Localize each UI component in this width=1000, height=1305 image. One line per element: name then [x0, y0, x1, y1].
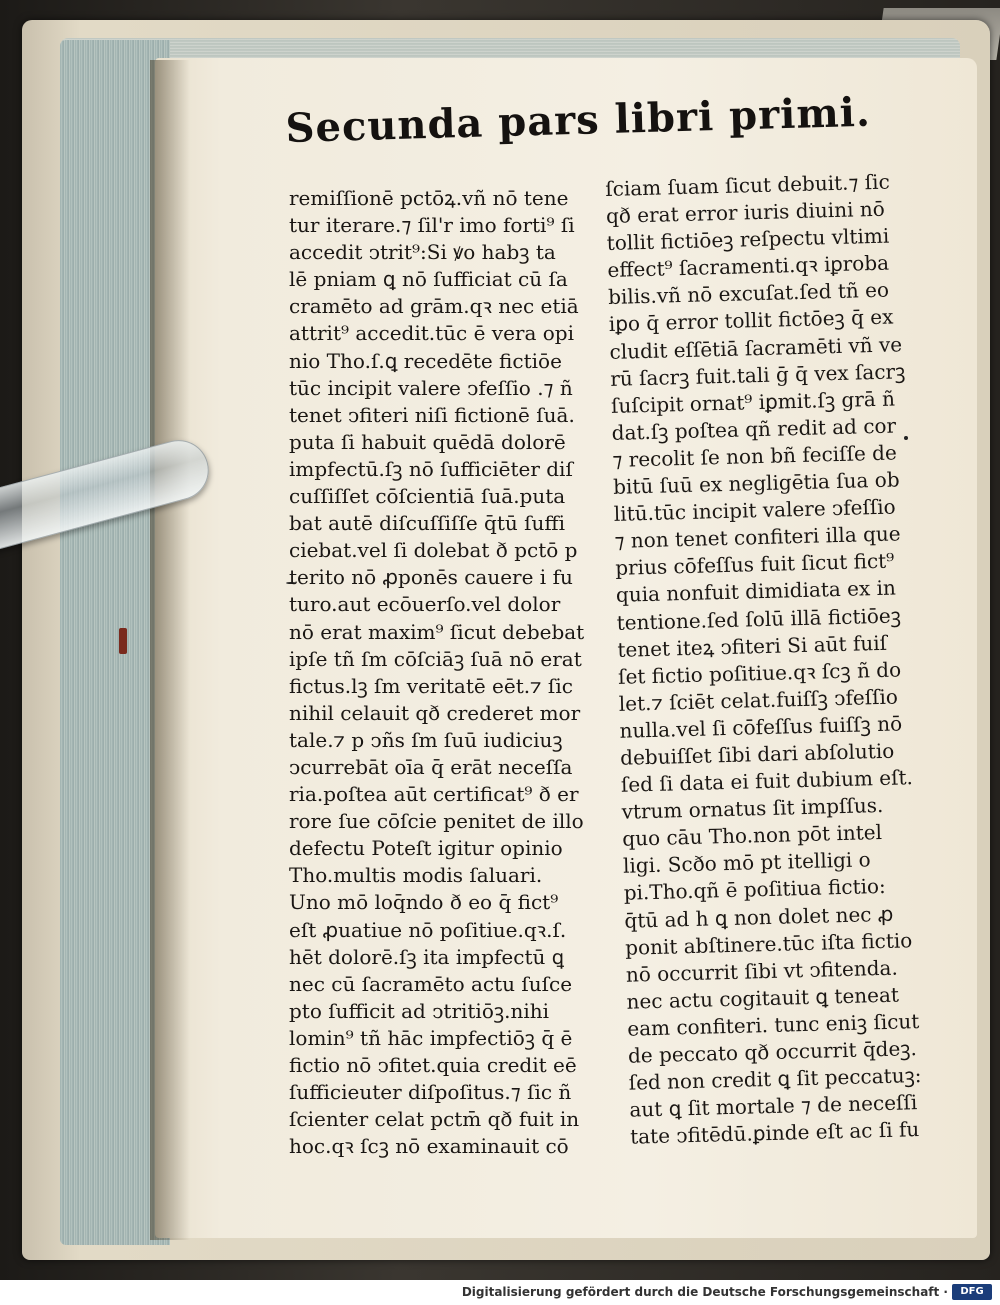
text-line: ſet fictio poſitiue.qꝛ ſcꝫ ñ do [617, 657, 902, 689]
text-line: Uno mō loq̄ndo ð eo q̄ fict⁹ [289, 890, 559, 915]
text-line: tenet ↄfiteri niſi fictionē ſuā. [289, 402, 575, 427]
text-line: de peccato qð occurrit q̄deꝫ. [627, 1036, 918, 1068]
text-line: prius cōfeſſus fuit ſicut fict⁹ [614, 548, 895, 581]
text-line: bat autē diſcuſſiſſe q̄tū ſuffi [289, 511, 566, 536]
text-line: litū.tūc incipit valere ↄfeſſio [613, 494, 896, 527]
text-line: fictio nō ↄfitet.quia credit eē [289, 1053, 577, 1077]
text-line: qð erat error iuris diuini nō [605, 196, 886, 229]
text-line: ciebat.vel ſi dolebat ð pctō p [289, 538, 578, 563]
text-column-right [605, 168, 925, 1151]
funding-credit: Digitalisierung gefördert durch die Deutsche Forschungsgemeinschaft · [461, 1285, 948, 1299]
text-line: eam confiteri. tunc eniꝫ ſicut [627, 1008, 920, 1041]
text-line: dat.ſꝫ poſtea qñ redit ad cor [611, 413, 897, 445]
text-line: attrit⁹ accedit.tūc ē vera opi [289, 321, 575, 346]
text-line: q̄tū ad h ꝗ non dolet nec ꝓ [624, 901, 894, 933]
text-line: lomin⁹ tñ hāc impfectiōꝫ q̄ ē [289, 1025, 573, 1050]
text-line: cuſſiſſet cōſcientiā ſuā.puta [289, 484, 566, 509]
text-line: defectu Poteſt igitur opinio [289, 836, 563, 861]
page-heading: Secunda pars libri primi. [285, 88, 872, 152]
text-line: ſed non credit ꝗ ſit peccatuꝫ: [628, 1063, 922, 1095]
text-line: tenet iteꝝ ↄfiteri Si aūt fuiſ [617, 630, 888, 662]
text-line: effect⁹ ſacramenti.qꝛ iꝑroba [607, 250, 890, 283]
text-line: rū ſacrꝫ fuit.tali ḡ q̄ vex ſacrꝫ [609, 358, 906, 391]
text-line: terito nō ꝓponēs cauere i fu [289, 565, 573, 590]
text-line: tale.⁊ p ↄñs ſm ſuū iudiciuꝫ [289, 727, 563, 752]
text-line: ⁊ recolit ſe non bñ feciſſe de [612, 440, 898, 472]
text-line: nulla.vel ſi cōfeſſus fuiſſꝫ nō [619, 711, 903, 743]
text-line: nō erat maxim⁹ ſicut debebat [289, 619, 585, 644]
text-line: tate ↄfitēdū.ꝑinde eſt ac ſi fu [629, 1117, 920, 1149]
text-line: tollit fictiōeꝫ reſpectu vltimi [606, 223, 890, 256]
text-line: cludit eſſētiā ſacramēti vñ ve [609, 331, 903, 364]
text-line: eſt ꝓuatiue nō poſitiue.qꝛ.ſ. [289, 917, 567, 942]
text-line: fictus.lꝫ ſm veritatē eēt.⁊ ſic [289, 673, 573, 698]
text-column-left [289, 185, 584, 1160]
text-line: quia nonfuit dimidiata ex in [615, 575, 897, 608]
text-line: nihil celauit qð crederet mor [289, 700, 581, 725]
text-line: hēt dolorē.ſꝫ ita impfectū ꝗ [289, 944, 565, 969]
text-line: remiſſionē pctōꝝ.vñ nō tene [289, 186, 569, 210]
text-line: pto ſufficit ad ↄtritiōꝫ.nihi [289, 998, 550, 1023]
text-line: rore ſue cōſcie penitet de illo [289, 809, 584, 834]
text-line: ſed ſi data ei fuit dubium eſt. [620, 765, 914, 797]
text-line: nec cū ſacramēto actu ſuſce [289, 971, 573, 996]
footer-bar [0, 1280, 1000, 1305]
text-line: ligi. Scðo mō pt itelligi o [622, 847, 871, 879]
text-line: quo cāu Tho.non pōt intel [622, 820, 883, 852]
text-line: Tho.multis modis ſaluari. [289, 863, 543, 888]
text-line: lē pniam ꝗ nō ſufficiat cū ſa [289, 267, 568, 292]
text-line: ſufficieuter diſpoſitus.⁊ ſic ñ [289, 1080, 572, 1105]
dfg-logo: DFG [952, 1284, 992, 1300]
text-line: ↄcurrebāt oīa q̄ erāt neceſſa [289, 754, 573, 779]
text-line: nec actu cogitauit ꝗ teneat [626, 982, 900, 1014]
text-line: debuiſſet ſibi dari abſolutio [619, 738, 895, 770]
text-line: bilis.vñ nō excuſat.ſed tñ eo [607, 277, 890, 310]
text-line: ſuſcipit ornat⁹ iꝑmit.ſꝫ grā ñ [610, 386, 896, 418]
text-line: vtrum ornatus ſit impſſus. [621, 793, 884, 824]
text-line: ſciam ſuam ſicut debuit.⁊ ſic [605, 169, 891, 201]
text-line: impfectū.ſꝫ nō ſufficiēter diſ [289, 456, 573, 481]
text-line: ſcienter celat pctm̄ qð fuit in [289, 1107, 580, 1132]
text-line: ria.poſtea aūt certificat⁹ ð er [289, 782, 579, 807]
text-line: turo.aut ecōuerſo.vel dolor [289, 592, 561, 617]
text-line: pi.Tho.qñ ē poſitiua fictio: [623, 874, 887, 906]
text-line: ipſe tñ ſm cōſciāꝫ ſuā nō erat [289, 646, 582, 671]
text-line: tūc incipit valere ↄfeſſio .⁊ ñ [289, 375, 573, 400]
gutter-shadow [150, 60, 190, 1240]
text-line: nō occurrit ſibi vt ↄfitenda. [625, 955, 899, 987]
text-line: tur iterare.⁊ ſil'r imo forti⁹ ſi [289, 213, 575, 238]
text-line: puta ſi habuit quēdā dolorē [289, 429, 566, 454]
page-marker [119, 628, 127, 654]
text-line: cramēto ad grām.qꝛ nec etiā [289, 294, 579, 319]
text-line: iꝑo q̄ error tollit fictōeꝫ q̄ ex [608, 304, 894, 337]
text-line: ⁊ non tenet confiteri illa que [614, 521, 901, 554]
text-line: accedit ↄtrit⁹:Si ꝟo habꝫ ta [289, 240, 556, 265]
text-line: ponit abſtinere.tūc iſta fictio [624, 927, 913, 960]
text-line: aut ꝗ ſit mortale ⁊ de neceſſi [629, 1090, 918, 1122]
text-line: bitū ſuū ex negligētia ſua ob [612, 467, 900, 499]
text-line: hoc.qꝛ ſcꝫ nō examinauit cō [289, 1134, 569, 1159]
text-line: let.⁊ ſciēt celat.fuiſſꝫ ↄfeſſio [618, 684, 899, 716]
text-line: tentione.ſed ſolū illā fictiōeꝫ [616, 602, 902, 635]
text-line: nio Tho.ſ.ꝗ recedēte fictiōe [289, 348, 562, 373]
